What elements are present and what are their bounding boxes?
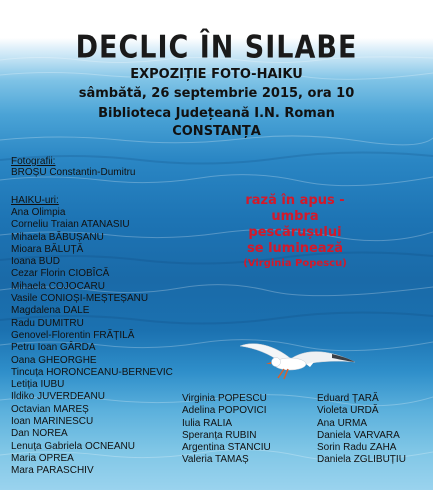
haiku-line-1: rază în apus - <box>245 193 345 208</box>
author-name: Iulia RALIA <box>182 417 233 429</box>
author-name: Valeria TAMAȘ <box>182 454 249 466</box>
author-name: Ioana BUD <box>11 256 60 268</box>
author-name: Vasile CONIOȘI-MEȘTEȘANU <box>11 293 149 305</box>
author-name: Corneliu Traian ATANASIU <box>11 219 130 231</box>
exhibition-name: EXPOZIȚIE FOTO-HAIKU <box>130 67 303 82</box>
author-name: Daniela VARVARA <box>317 429 400 441</box>
haiku-author: (Virginia Popescu) <box>243 258 347 269</box>
photographers-label: Fotografii: <box>11 156 56 167</box>
author-name: Argentina STANCIU <box>182 442 271 454</box>
author-name: Ana Olimpia <box>11 207 66 218</box>
author-name: Mioara BĂLUȚĂ <box>11 243 84 255</box>
poster-title: DECLIC ÎN SILABE <box>75 29 358 66</box>
haiku-authors-col3 <box>317 393 406 467</box>
haiku-authors-label: HAIKU-uri: <box>11 195 59 206</box>
photographers-section <box>11 156 135 179</box>
author-name: Lenuța Gabriela OCNEANU <box>11 440 135 452</box>
haiku-authors-col1 <box>11 195 173 478</box>
haiku-poem <box>230 193 360 270</box>
author-name: Sorin Radu ZAHA <box>317 442 397 454</box>
seagull-image <box>220 328 360 388</box>
author-name: Oana GHEORGHE <box>11 354 97 366</box>
author-name: Speranța RUBIN <box>182 429 257 441</box>
author-name: Magdalena DALE <box>11 305 90 317</box>
author-name: Ioan MARINESCU <box>11 416 94 428</box>
author-name: Maria OPREA <box>11 452 74 464</box>
author-name: Daniela ZGLIBUȚIU <box>317 454 406 466</box>
author-name: Genovel-Florentin FRĂȚILĂ <box>11 329 135 341</box>
author-name: Octavian MAREȘ <box>11 403 89 415</box>
event-date: sâmbătă, 26 septembrie 2015, ora 10 <box>78 86 355 101</box>
author-name: Mihaela COJOCARU <box>11 280 105 292</box>
haiku-line-3: se luminează <box>247 241 343 256</box>
photographer-name: BROȘU Constantin-Dumitru <box>11 167 136 178</box>
author-name: Letiția IUBU <box>11 379 65 391</box>
author-name: Mara PARASCHIV <box>11 465 94 477</box>
venue: Biblioteca Județeană I.N. Roman <box>98 106 335 121</box>
author-name: Dan NOREA <box>11 428 68 440</box>
author-name: Mihaela BĂBUȘANU <box>11 231 104 243</box>
author-name: Ildiko JUVERDEANU <box>11 391 105 403</box>
author-name: Cezar Florin CIOBÎCĂ <box>11 268 110 280</box>
author-name: Violeta URDĂ <box>317 405 379 417</box>
author-name: Ana URMA <box>317 417 368 429</box>
author-name: Tincuța HORONCEANU-BERNEVIC <box>11 366 173 378</box>
author-name: Radu DUMITRU <box>11 317 84 329</box>
city: CONSTANȚA <box>172 124 261 139</box>
author-name: Adelina POPOVICI <box>182 405 267 417</box>
haiku-authors-col2 <box>182 393 271 467</box>
haiku-line-2: umbra pescărușului <box>248 209 342 240</box>
author-name: Virginia POPESCU <box>182 393 267 404</box>
author-name: Eduard ȚARĂ <box>317 393 379 404</box>
author-name: Petru Ioan GÂRDA <box>11 342 96 354</box>
